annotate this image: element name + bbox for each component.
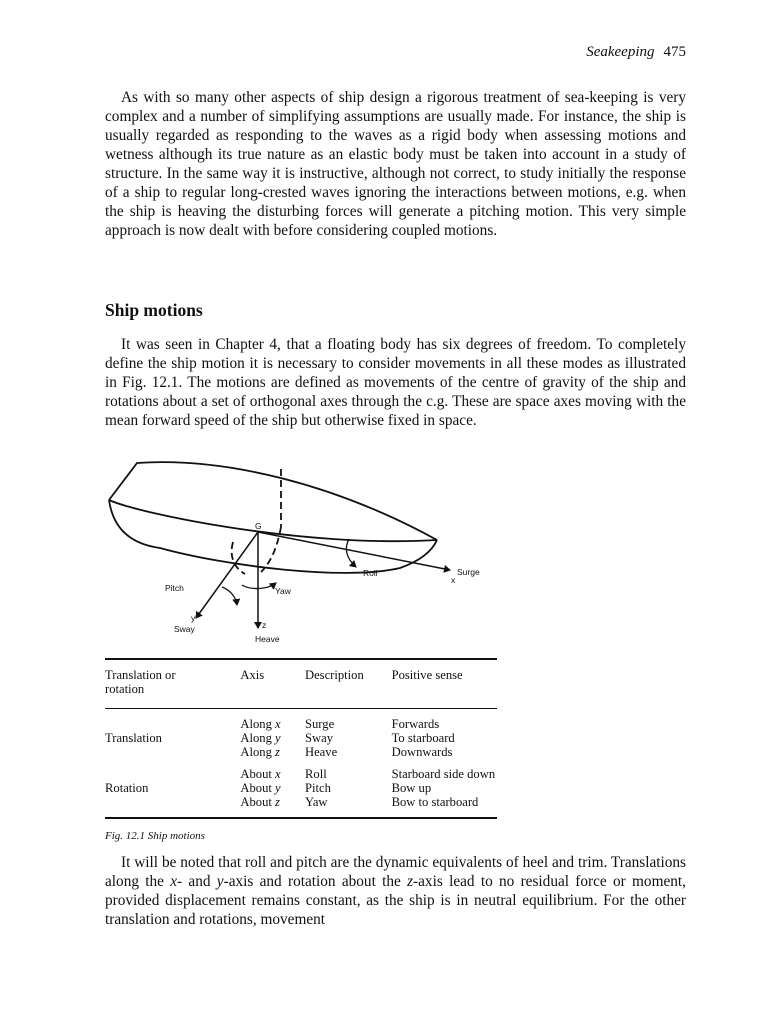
page-number: 475: [663, 44, 686, 60]
header-translation-or-rotation: Translation or rotation: [105, 659, 240, 709]
running-head: [586, 42, 686, 62]
ship-motions-paragraph: It was seen in Chapter 4, that a floating body has six degrees of freedom. To completely define the ship motion it is necessary to consider movements in all these modes as illustrated in Fig. 12.1. The motions are defined as movements of the centre of gravity of the ship and rotations about a set of orthogonal axes through the c.g. These are space axes moving with the mean forward speed of the ship but otherwise fixed in space.: [105, 336, 686, 429]
label-z: z: [262, 620, 267, 630]
header-description: Description: [305, 659, 392, 709]
description-value: Surge: [305, 717, 335, 731]
positive-sense-value: Bow to starboard: [391, 795, 479, 809]
axis-value: Along z: [240, 745, 280, 759]
section-heading: Ship motions: [105, 300, 203, 320]
description-value: Pitch: [305, 781, 331, 795]
description-cell: [305, 767, 392, 818]
table-header-row: [105, 659, 497, 709]
positive-sense-value: To starboard: [391, 731, 455, 745]
ship-hull: [109, 462, 437, 573]
description-value: Sway: [305, 731, 333, 745]
label-roll: Roll: [363, 568, 378, 578]
header-positive-sense: Positive sense: [392, 659, 497, 709]
label-heave: Heave: [255, 634, 280, 644]
axes: [196, 532, 450, 628]
positive-sense-value: Starboard side down: [391, 767, 496, 781]
figure-caption: Fig. 12.1 Ship motions: [105, 830, 205, 842]
roll-arrow: [346, 539, 356, 567]
description-value: Yaw: [305, 795, 328, 809]
group-name: Rotation: [105, 767, 240, 818]
ship-diagram: [105, 456, 505, 656]
ship-motions-figure: [105, 456, 505, 656]
label-y: y: [191, 613, 196, 623]
ship-motions-table: [105, 658, 497, 819]
axis-cell: [240, 717, 305, 767]
positive-sense-cell: [392, 767, 497, 818]
table-row-group-translation: [105, 717, 497, 767]
running-head-section: Seakeeping: [586, 44, 655, 60]
axis-value: Along y: [240, 731, 281, 745]
yaw-arrow: [242, 583, 276, 589]
label-x: x: [451, 575, 456, 585]
label-g: G: [255, 521, 262, 531]
label-pitch: Pitch: [165, 583, 184, 593]
description-value: Roll: [305, 767, 327, 781]
page: [105, 0, 686, 1024]
group-name: Translation: [105, 731, 162, 745]
axis-value: Along x: [240, 717, 281, 731]
intro-paragraph: As with so many other aspects of ship design a rigorous treatment of sea-keeping is very complex and a number of simplifying assumptions are usually made. For instance, the ship is usually regarded as responding to the waves as a rigid body when assessing motions and wetness although its true nature as an elastic body must be taken into account in a study of structure. In the same way it is instructive, although not correct, to study initially the response of a ship to regular long-crested waves ignoring the interactions between motions, e.g. when the ship is heaving the disturbing forces will generate a pitching motion. This very simple approach is now dealt with before considering coupled motions.: [105, 89, 686, 239]
label-yaw: Yaw: [275, 586, 291, 596]
y-axis-line: [196, 532, 258, 618]
axis-value: About y: [240, 781, 281, 795]
axis-value: About x: [240, 767, 281, 781]
table-row-group-rotation: [105, 767, 497, 818]
description-cell: [305, 717, 392, 767]
label-surge: Surge: [457, 567, 480, 577]
axis-cell: [240, 767, 305, 818]
positive-sense-value: Downwards: [391, 745, 453, 759]
closing-paragraph: It will be noted that roll and pitch are the dynamic equivalents of heel and trim. Translations along the x- and y-axis and rotation about the z-axis lead to no residual force or moment, provided displacement remains constant, as the ship is in neutral equilibrium. For the other translation and rotations, movement: [105, 854, 686, 928]
label-sway: Sway: [174, 624, 195, 634]
positive-sense-value: Bow up: [391, 781, 432, 795]
header-axis: Axis: [240, 659, 305, 709]
axis-value: About z: [240, 795, 280, 809]
pitch-arrow: [222, 587, 237, 605]
description-value: Heave: [305, 745, 338, 759]
positive-sense-cell: [392, 717, 497, 767]
positive-sense-value: Forwards: [391, 717, 440, 731]
